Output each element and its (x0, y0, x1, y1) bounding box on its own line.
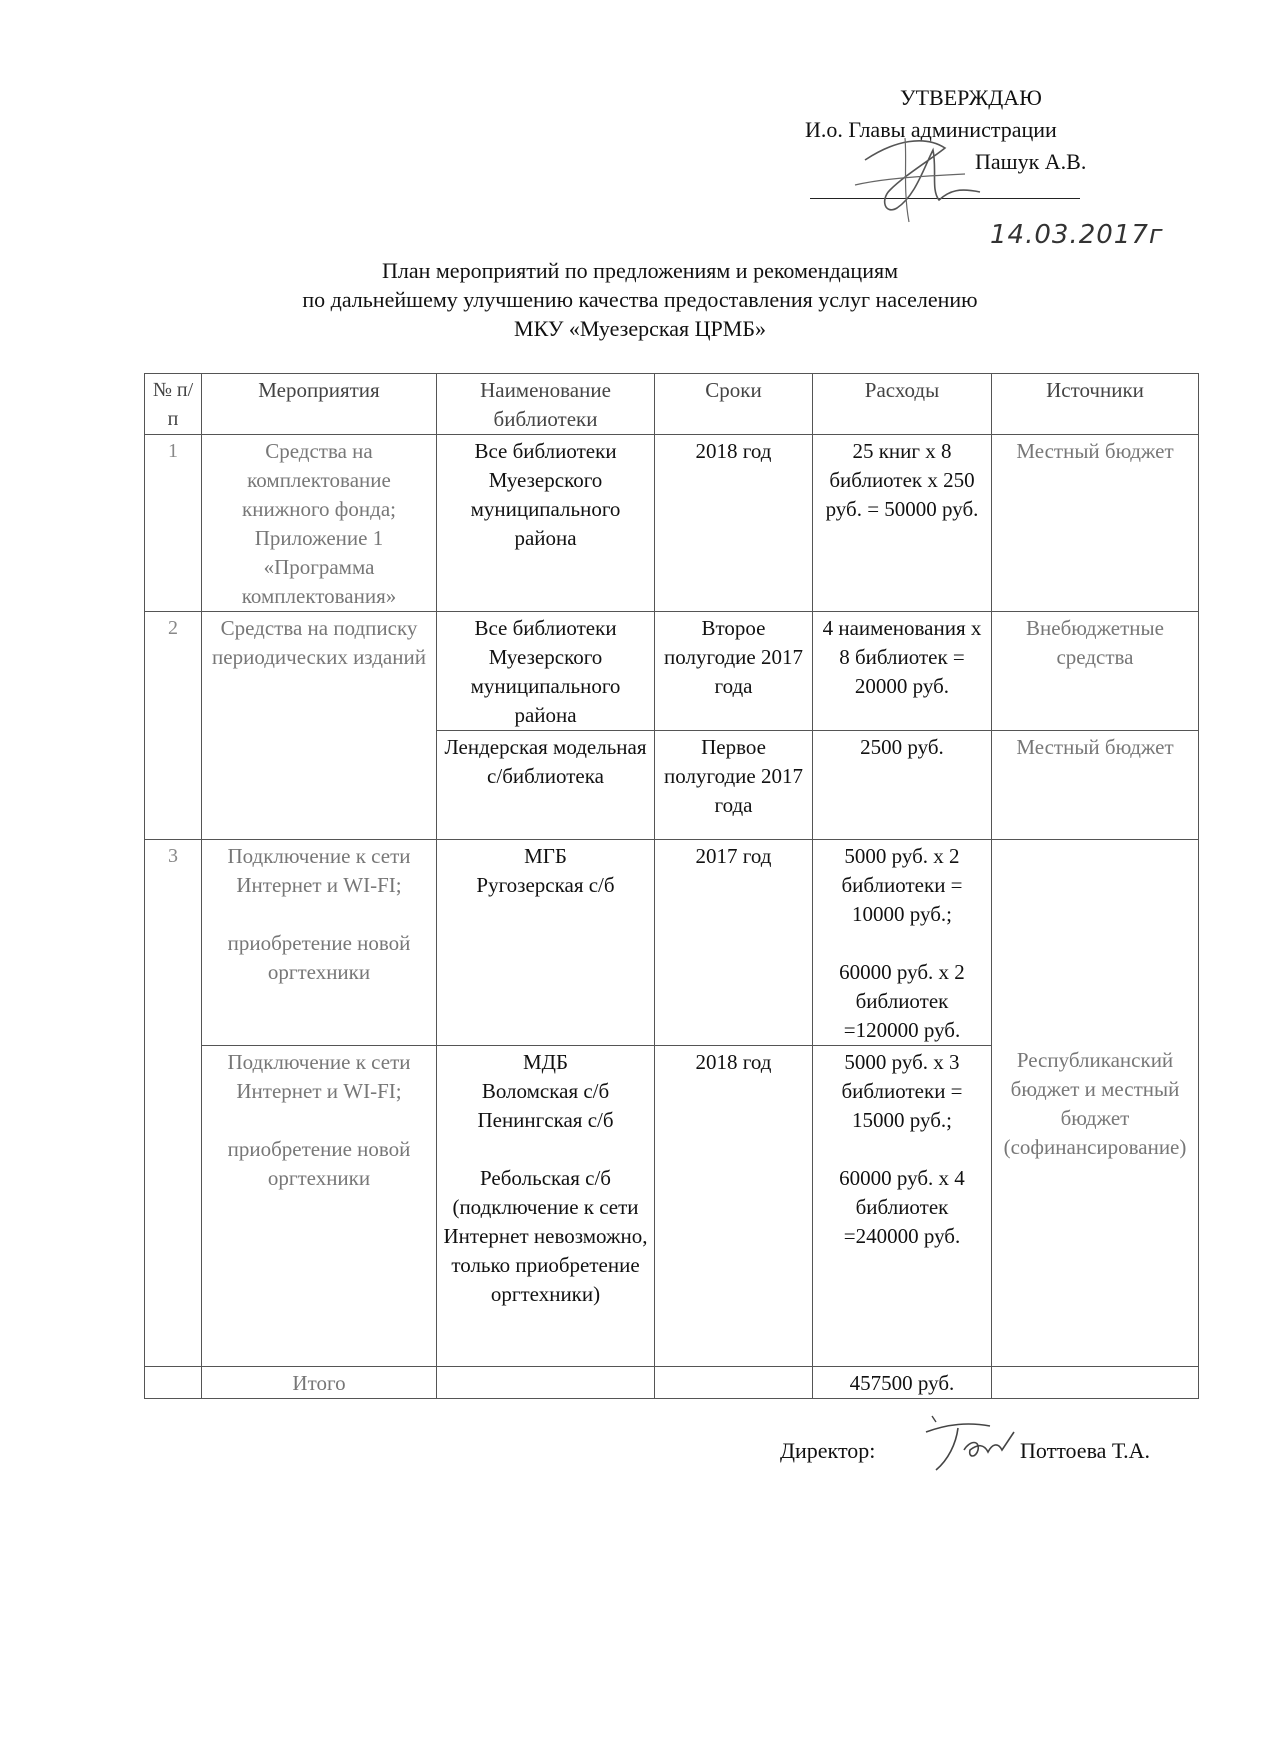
row3b-library-3: Пенингская с/б (477, 1108, 614, 1132)
row3b-library-2: Воломская с/б (481, 1079, 610, 1103)
header-terms: Сроки (655, 374, 813, 435)
handwritten-date: 14.03.2017г (990, 220, 1164, 250)
total-library (437, 1367, 655, 1399)
row3b-costs-equipment: 60000 руб. х 4 библиотек =240000 руб. (839, 1166, 965, 1248)
total-costs: 457500 руб. (813, 1367, 992, 1399)
row3b-library-4: Ребольская с/б (подключение к сети Интернет невозможно, только приобретение оргтехники) (443, 1166, 648, 1306)
row3a-events (202, 840, 437, 1046)
row3a-events-equipment: приобретение новой оргтехники (227, 931, 411, 984)
table-row (145, 840, 1199, 1046)
total-sources (992, 1367, 1199, 1399)
row1-library: Все библиотеки Муезерского муниципального района (437, 435, 655, 612)
director-label: Директор: (780, 1438, 876, 1463)
document-title (140, 256, 1140, 343)
approval-heading: УТВЕРЖДАЮ (900, 85, 1042, 110)
row1-costs: 25 книг х 8 библиотек х 250 руб. = 50000 руб. (813, 435, 992, 612)
table-header-row (145, 374, 1199, 435)
row3b-events-connect: Подключение к сети Интернет и WI-FI; (227, 1050, 411, 1103)
total-terms (655, 1367, 813, 1399)
row3a-events-connect: Подключение к сети Интернет и WI-FI; (227, 844, 411, 897)
row2a-library: Все библиотеки Муезерского муниципального района (437, 612, 655, 731)
title-line-3: МКУ «Муезерская ЦРМБ» (514, 316, 766, 341)
row3a-costs-equipment: 60000 руб. х 2 библиотек =120000 руб. (839, 960, 965, 1042)
row3-num: 3 (145, 840, 202, 1367)
total-label: Итого (202, 1367, 437, 1399)
table-row (145, 435, 1199, 612)
row3b-library-1: МДБ (522, 1050, 569, 1074)
row1-events: Средства на комплектование книжного фонда; Приложение 1 «Программа комплектования» (202, 435, 437, 612)
row3b-library (437, 1046, 655, 1367)
header-costs: Расходы (813, 374, 992, 435)
approval-signature (835, 130, 995, 230)
director-name: Поттоева Т.А. (1020, 1438, 1151, 1463)
row2a-terms: Второе полугодие 2017 года (655, 612, 813, 731)
row3a-library-2: Ругозерская с/б (476, 873, 615, 897)
row2-events: Средства на подписку периодических изданий (202, 612, 437, 840)
row2b-library: Лендерская модельная с/библиотека (437, 731, 655, 840)
table-row (145, 612, 1199, 731)
row2a-costs: 4 наименования х 8 библиотек = 20000 руб. (813, 612, 992, 731)
row3b-costs (813, 1046, 992, 1367)
row3a-library-1: МГБ (524, 844, 567, 868)
row2-num: 2 (145, 612, 202, 840)
row1-sources: Местный бюджет (992, 435, 1199, 612)
row3b-events-equipment: приобретение новой оргтехники (227, 1137, 411, 1190)
title-line-1: План мероприятий по предложениям и рекомендациям (381, 258, 899, 283)
row3b-costs-connect: 5000 руб. х 3 библиотеки = 15000 руб.; (841, 1050, 963, 1132)
approval-position: И.о. Главы администрации (805, 117, 1057, 142)
row2b-costs: 2500 руб. (813, 731, 992, 840)
director-signature (918, 1410, 1023, 1480)
row3b-events (202, 1046, 437, 1367)
header-num: № п/п (145, 374, 202, 435)
row2a-sources: Внебюджетные средства (992, 612, 1199, 731)
total-num (145, 1367, 202, 1399)
row3a-costs-connect: 5000 руб. х 2 библиотеки = 10000 руб.; (841, 844, 963, 926)
row2b-sources: Местный бюджет (992, 731, 1199, 840)
header-library: Наименование библиотеки (437, 374, 655, 435)
table-total-row (145, 1367, 1199, 1399)
approval-name: Пашук А.В. (975, 149, 1087, 174)
row1-num: 1 (145, 435, 202, 612)
row2b-terms: Первое полугодие 2017 года (655, 731, 813, 840)
row3a-costs (813, 840, 992, 1046)
header-events: Мероприятия (202, 374, 437, 435)
header-sources: Источники (992, 374, 1199, 435)
row3a-library (437, 840, 655, 1046)
title-line-2: по дальнейшему улучшению качества предоставления услуг населению (302, 287, 978, 312)
row3a-terms: 2017 год (655, 840, 813, 1046)
row3-sources: Республиканский бюджет и местный бюджет (софинансирование) (992, 840, 1199, 1367)
row3b-terms: 2018 год (655, 1046, 813, 1367)
row1-terms: 2018 год (655, 435, 813, 612)
plan-table (144, 373, 1199, 1399)
